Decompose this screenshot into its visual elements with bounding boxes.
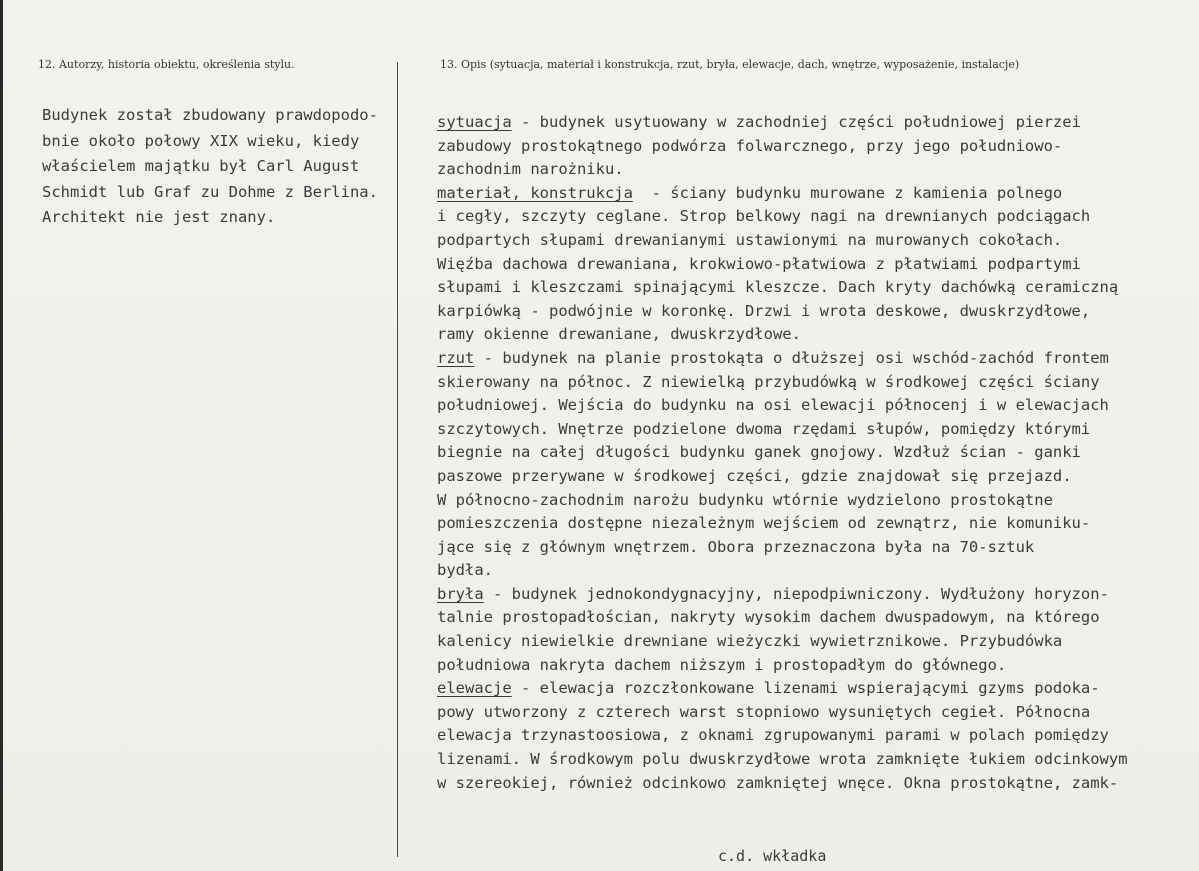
section-label: bryła bbox=[437, 584, 484, 603]
line-text: szczytowych. Wnętrze podzielone dwoma rzędami słupów, pomiędzy którymi bbox=[437, 419, 1091, 438]
text-line bbox=[437, 229, 1128, 253]
section-12-body bbox=[42, 103, 378, 231]
text-line bbox=[437, 677, 1128, 701]
line-text: południowa nakryta dachem niższym i prostopadłym do głównego. bbox=[437, 655, 1007, 674]
line-text: elewacja trzynastoosiowa, z oknami zgrupowanymi parami w polach pomiędzy bbox=[437, 726, 1109, 745]
section-label: elewacje bbox=[437, 679, 512, 698]
text-line bbox=[437, 512, 1128, 536]
text-line bbox=[437, 630, 1128, 654]
text-line bbox=[437, 606, 1128, 630]
text-line bbox=[437, 347, 1128, 371]
text-line bbox=[437, 748, 1128, 772]
text-line bbox=[437, 300, 1128, 324]
text-line bbox=[437, 772, 1128, 796]
text-line bbox=[437, 135, 1128, 159]
line-text: - ściany budynku murowane z kamienia polnego bbox=[632, 183, 1063, 202]
text-line bbox=[437, 418, 1128, 442]
text-line bbox=[437, 536, 1128, 560]
text-line bbox=[437, 583, 1128, 607]
line-text: W północno-zachodnim narożu budynku wtórnie wydzielono prostokątne bbox=[437, 490, 1053, 509]
line-text: południowej. Wejścia do budynku na osi elewacji północenj i w elewacjach bbox=[437, 396, 1109, 415]
text-line bbox=[437, 654, 1128, 678]
section-label: materiał, konstrukcja bbox=[437, 183, 633, 202]
line-text: - budynek usytuowany w zachodniej części południowej pierzei bbox=[511, 113, 1081, 131]
line-text: powy utworzony z czterech warst stopniowo wysuniętych cegieł. Północna bbox=[437, 702, 1091, 721]
line-text: biegnie na całej długości budynku ganek gnojowy. Wzdłuż ścian - ganki bbox=[437, 443, 1081, 462]
text-line bbox=[437, 111, 1128, 135]
line-text: lizenami. W środkowym polu dwuskrzydłowe wrota zamknięte łukiem odcinkowym bbox=[437, 750, 1128, 769]
line-text: bydła. bbox=[437, 561, 493, 580]
line-text: karpiówką - podwójnie w koronkę. Drzwi i wrota deskowe, dwuskrzydłowe, bbox=[437, 301, 1091, 320]
line-text: jące się z głównym wnętrzem. Obora przeznaczona była na 70-sztuk bbox=[437, 537, 1035, 556]
line-text: słupami i kleszczami spinającymi kleszcze. Dach kryty dachówką ceramiczną bbox=[437, 278, 1119, 297]
line-text: zachodnim narożniku. bbox=[437, 160, 624, 179]
text-line: Schmidt lub Graf zu Dohme z Berlina. bbox=[42, 182, 378, 201]
section-label: rzut bbox=[437, 348, 475, 367]
line-text: talnie prostopadłościan, nakryty wysokim dachem dwuspadowym, na którego bbox=[437, 608, 1100, 627]
line-text: - budynek na planie prostokąta o dłuższej osi wschód-zachód frontem bbox=[474, 348, 1109, 367]
section-13-header: 13. Opis (sytuacja, materiał i konstrukcja, rzut, bryła, elewacje, dach, wnętrze, wyposażenie, instalacje) bbox=[440, 58, 1020, 71]
continuation-note: c.d. wkładka bbox=[718, 847, 827, 865]
line-text: ramy okienne drewaniane, dwuskrzydłowe. bbox=[437, 325, 801, 344]
text-line bbox=[437, 182, 1128, 206]
text-line bbox=[437, 323, 1128, 347]
line-text: paszowe przerywane w środkowej części, gdzie znajdował się przejazd. bbox=[437, 466, 1072, 485]
section-label: sytuacja bbox=[437, 113, 512, 131]
text-line bbox=[437, 205, 1128, 229]
section-12-header: 12. Autorzy, historia obiektu, określenia stylu. bbox=[38, 58, 295, 71]
text-line bbox=[437, 158, 1128, 182]
text-line bbox=[437, 253, 1128, 277]
line-text: w szereokiej, również odcinkowo zamkniętej wnęce. Okna prostokątne, zamk- bbox=[437, 773, 1119, 792]
page-edge bbox=[0, 0, 3, 871]
line-text: Więźba dachowa drewaniana, krokwiowo-płatwiowa z płatwiami podpartymi bbox=[437, 254, 1081, 273]
text-line bbox=[437, 394, 1128, 418]
line-text: i cegły, szczyty ceglane. Strop belkowy nagi na drewnianych podciągach bbox=[437, 207, 1091, 226]
text-line: Architekt nie jest znany. bbox=[42, 208, 276, 226]
text-line: bnie około połowy XIX wieku, kiedy bbox=[42, 131, 360, 150]
line-text: - budynek jednokondygnacyjny, niepodpiwniczony. Wydłużony horyzon- bbox=[483, 584, 1109, 603]
column-divider bbox=[397, 62, 398, 857]
line-text: kalenicy niewielkie drewniane wieżyczki wywietrznikowe. Przybudówka bbox=[437, 632, 1063, 651]
section-13-body bbox=[437, 111, 1128, 795]
text-line bbox=[437, 465, 1128, 489]
text-line bbox=[437, 489, 1128, 513]
text-line bbox=[437, 559, 1128, 583]
line-text: podpartych słupami drewanianymi ustawionymi na murowanych cokołach. bbox=[437, 230, 1063, 249]
text-line bbox=[437, 441, 1128, 465]
text-line bbox=[437, 371, 1128, 395]
text-line bbox=[437, 724, 1128, 748]
line-text: skierowany na północ. Z niewielką przybudówką w środkowej części ściany bbox=[437, 372, 1100, 391]
text-line bbox=[437, 276, 1128, 300]
text-line bbox=[437, 701, 1128, 725]
line-text: - elewacja rozczłonkowane lizenami wspierającymi gzyms podoka- bbox=[511, 679, 1100, 698]
line-text: zabudowy prostokątnego podwórza folwarcznego, przy jego południowo- bbox=[437, 136, 1063, 155]
line-text: pomieszczenia dostępne niezależnym wejściem od zewnątrz, nie komuniku- bbox=[437, 514, 1091, 533]
text-line: Budynek został zbudowany prawdopodo- bbox=[42, 106, 378, 124]
text-line: właścielem majątku był Carl August bbox=[42, 157, 360, 175]
